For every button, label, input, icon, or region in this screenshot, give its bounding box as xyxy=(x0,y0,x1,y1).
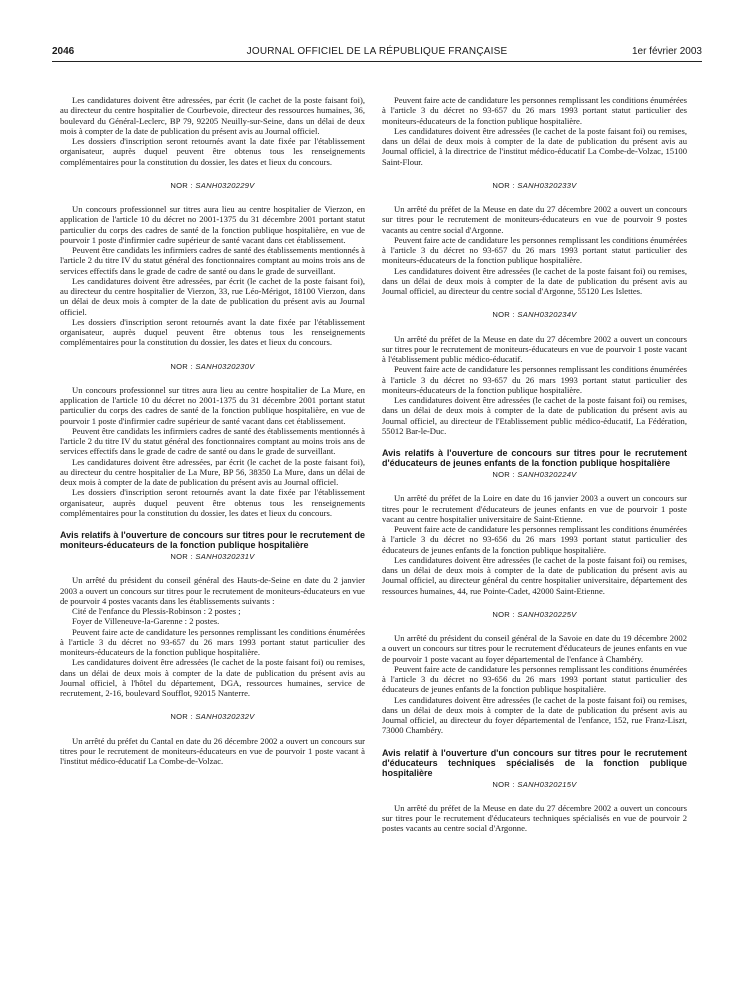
nor-code: SANH0320234V xyxy=(517,310,577,320)
nor-reference xyxy=(60,712,365,722)
nor-code: SANH0320231V xyxy=(195,552,255,561)
paragraph: Peuvent faire acte de candidature les personnes remplissant les conditions énumérées à l'article 3 du décret no 93-657 du 26 mars 1993 portant statut particulier des moniteurs-éducateurs de la fonction publique hospitalière. xyxy=(382,95,687,126)
paragraph: Les dossiers d'inscription seront retournés avant la date fixée par l'établissement organisateur, auprès duquel peuvent être obtenus tous les renseignements complémentaires pour la constitution du dossier, les dates et lieux du concours. xyxy=(60,487,365,518)
paragraph: Un arrêté du préfet de la Meuse en date du 27 décembre 2002 a ouvert un concours sur titres pour le recrutement de moniteurs-éducateurs en vue de pourvoir 1 poste vacant à l'établissement public médico-éducatif. xyxy=(382,333,687,364)
section-heading: Avis relatif à l'ouverture d'un concours sur titres pour le recrutement d'éducateurs techniques spécialisés de la fonction publique hospitalière xyxy=(382,747,687,778)
nor-reference xyxy=(382,181,687,191)
nor-reference xyxy=(60,181,365,191)
nor-reference xyxy=(382,310,687,320)
nor-code: SANH0320233V xyxy=(517,180,577,190)
nor-code: SANH0320225V xyxy=(517,609,577,619)
paragraph: Un concours professionnel sur titres aura lieu au centre hospitalier de Vierzon, en application de l'article 10 du décret no 2001-1375 du 31 décembre 2001 portant statut particulier du corps des cadres de santé de la fonction publique hospitalière, en vue de pourvoir 1 poste d'infirmier cadre supérieur de santé vacant dans cet établissement. xyxy=(60,204,365,245)
paragraph: Les candidatures doivent être adressées, par écrit (le cachet de la poste faisant foi), au directeur du centre hospitalier de Courbevoie, directeur des ressources humaines, 36, boulevard du Général-Leclerc, BP 79, 92205 Neuilly-sur-Seine, dans un délai de deux mois à compter de la date de publication du présent avis au Journal officiel. xyxy=(60,95,365,136)
nor-reference xyxy=(60,552,365,562)
paragraph: Les candidatures doivent être adressées (le cachet de la poste faisant foi) ou remises, dans un délai de deux mois à compter de la date de publication du présent avis au Journal officiel, au directeur général du centre hospitalier universitaire, département des ressources humaines, 44, rue Pointe-Cadet, 42000 Saint-Etienne. xyxy=(382,554,687,596)
nor-reference xyxy=(60,362,365,372)
nor-code: SANH0320215V xyxy=(517,779,577,789)
nor-label: NOR : xyxy=(170,361,193,371)
paragraph: Peuvent faire acte de candidature les personnes remplissant les conditions énumérées à l'article 3 du décret no 93-656 du 26 mars 1993 portant statut particulier des éducateurs de jeunes enfants de la fonction publique hospitalière. xyxy=(382,663,687,695)
section-heading: Avis relatifs à l'ouverture de concours sur titres pour le recrutement d'éducateurs de jeunes enfants de la fonction publique hospitalière xyxy=(382,448,687,468)
paragraph: Un arrêté du président du conseil général de la Savoie en date du 19 décembre 2002 a ouvert un concours sur titres pour le recrutement d'éducateurs de jeunes enfants en vue de pourvoir 1 poste vacant au foyer départemental de l'enfance à Chambéry. xyxy=(382,633,687,664)
nor-label: NOR : xyxy=(492,779,515,789)
right-column xyxy=(382,95,687,975)
paragraph: Les candidatures doivent être adressées (le cachet de la poste faisant foi) ou remises, dans un délai de deux mois à compter de la date de publication du présent avis au Journal officiel, au directeur de l'Etablissement public médico-éducatif, La Fédération, 55012 Bar-le-Duc. xyxy=(382,395,687,436)
paragraph: Un arrêté du préfet de la Meuse en date du 27 décembre 2002 a ouvert un concours sur titres pour le recrutement de moniteurs-éducateurs en vue de pourvoir 9 postes vacants au centre social d'Argonne. xyxy=(382,204,687,235)
paragraph: Un arrêté du président du conseil général des Hauts-de-Seine en date du 2 janvier 2003 a ouvert un concours sur titres pour le recrutement de moniteurs-éducateurs en vue de pourvoir 4 postes vacants dans les établissements suivants : xyxy=(60,575,365,606)
nor-code: SANH0320229V xyxy=(195,180,255,190)
page-number: 2046 xyxy=(52,46,75,57)
nor-code: SANH0320224V xyxy=(517,470,577,479)
nor-label: NOR : xyxy=(170,552,193,561)
paragraph: Peuvent faire acte de candidature les personnes remplissant les conditions énumérées à l'article 3 du décret no 93-657 du 26 mars 1993 portant statut particulier des moniteurs-éducateurs de la fonction publique hospitalière. xyxy=(382,234,687,266)
nor-code: SANH0320230V xyxy=(195,361,255,371)
nor-label: NOR : xyxy=(492,609,515,619)
paragraph: Les dossiers d'inscription seront retournés avant la date fixée par l'établissement organisateur, auprès duquel peuvent être obtenus tous les renseignements complémentaires pour la constitution du dossier, les dates et lieux du concours. xyxy=(60,316,365,348)
journal-title: JOURNAL OFFICIEL DE LA RÉPUBLIQUE FRANÇAISE xyxy=(246,46,508,57)
nor-label: NOR : xyxy=(492,180,515,190)
paragraph: Un arrêté du préfet de la Meuse en date du 27 décembre 2002 a ouvert un concours sur titres pour le recrutement d'éducateurs techniques spécialisés en vue de pourvoir 2 postes vacants au centre social d'Argonne. xyxy=(382,802,687,834)
paragraph: Un concours professionnel sur titres aura lieu au centre hospitalier de La Mure, en application de l'article 10 du décret no 2001-1375 du 31 décembre 2001 portant statut particulier du corps des cadres de santé de la fonction publique hospitalière, en vue de pourvoir 1 poste d'infirmier cadre supérieur de santé vacant dans cet établissement. xyxy=(60,384,365,426)
page-header xyxy=(52,44,702,60)
paragraph: Les candidatures doivent être adressées, par écrit (le cachet de la poste faisant foi), au directeur du centre hospitalier de Vierzon, 33, rue Léo-Mérigot, 18100 Vierzon, dans un délai de deux mois à compter de la date de publication du présent avis au Journal officiel. xyxy=(60,275,365,317)
nor-reference xyxy=(382,780,687,790)
paragraph: Un arrêté du préfet du Cantal en date du 26 décembre 2002 a ouvert un concours sur titres pour le recrutement de moniteurs-éducateurs en vue de pourvoir 1 poste vacant à l'institut médico-éducatif La Combe-de-Volzac. xyxy=(60,735,365,766)
paragraph: Peuvent faire acte de candidature les personnes remplissant les conditions énumérées à l'article 3 du décret no 93-657 du 26 mars 1993 portant statut particulier des moniteurs-éducateurs de la fonction publique hospitalière. xyxy=(60,626,365,657)
paragraph: Un arrêté du préfet de la Loire en date du 16 janvier 2003 a ouvert un concours sur titres pour le recrutement d'éducateurs de jeunes enfants en vue de pourvoir 1 poste vacant au centre hospitalier universitaire de Saint-Etienne. xyxy=(382,493,687,524)
nor-label: NOR : xyxy=(170,712,193,722)
nor-label: NOR : xyxy=(170,180,193,190)
left-column xyxy=(60,95,365,975)
nor-reference xyxy=(382,610,687,620)
paragraph: Les candidatures doivent être adressées (le cachet de la poste faisant foi) ou remises, dans un délai de deux mois à compter de la date de publication du présent avis au Journal officiel, à la directrice de l'institut médico-éducatif La Combe-de-Volzac, 15100 Saint-Flour. xyxy=(382,125,687,167)
nor-reference xyxy=(382,470,687,480)
list-item: Foyer de Villeneuve-la-Garenne : 2 postes. xyxy=(72,616,220,627)
list-item: Cité de l'enfance du Plessis-Robinson : 2 postes ; xyxy=(72,606,241,616)
header-rule xyxy=(52,61,702,62)
nor-label: NOR : xyxy=(492,470,515,479)
paragraph: Peuvent être candidats les infirmiers cadres de santé des établissements mentionnés à l'article 2 du titre IV du statut général des fonctionnaires comptant au moins trois ans de services effectifs dans le grade de cadre de santé ou dans le grade de surveillant. xyxy=(60,425,365,457)
nor-label: NOR : xyxy=(492,310,515,320)
paragraph: Les candidatures doivent être adressées, par écrit (le cachet de la poste faisant foi), au directeur du centre hospitalier de La Mure, BP 56, 38350 La Mure, dans un délai de deux mois à compter de la date de publication du présent avis au Journal officiel. xyxy=(60,456,365,487)
paragraph: Les candidatures doivent être adressées (le cachet de la poste faisant foi) ou remises, dans un délai de deux mois à compter de la date de publication du présent avis au Journal officiel, au directeur du centre social d'Argonne, 55120 Les Islettes. xyxy=(382,265,687,296)
paragraph: Peuvent faire acte de candidature les personnes remplissant les conditions énumérées à l'article 3 du décret no 93-657 du 26 mars 1993 portant statut particulier des moniteurs-éducateurs de la fonction publique hospitalière. xyxy=(382,364,687,395)
paragraph: Peuvent faire acte de candidature les personnes remplissant les conditions énumérées à l'article 3 du décret no 93-656 du 26 mars 1993 portant statut particulier des éducateurs de jeunes enfants de la fonction publique hospitalière. xyxy=(382,524,687,555)
issue-date: 1er février 2003 xyxy=(631,46,702,57)
paragraph: Les candidatures doivent être adressées (le cachet de la poste faisant foi) ou remises, dans un délai de deux mois à compter de la date de publication du présent avis au Journal officiel, au directeur du foyer départemental de l'enfance, 152, rue Franz-Liszt, 73000 Chambéry. xyxy=(382,694,687,736)
section-heading: Avis relatifs à l'ouverture de concours sur titres pour le recrutement de moniteurs-éducateurs de la fonction publique hospitalière xyxy=(60,530,365,550)
paragraph: Les candidatures doivent être adressées (le cachet de la poste faisant foi) ou remises, dans un délai de deux mois à compter de la date de publication du présent avis au Journal officiel, à l'hôtel du département, DGA, ressources humaines, service de recrutement, 2-16, boulevard Soufflot, 92015 Nanterre. xyxy=(60,657,365,698)
paragraph: Peuvent être candidats les infirmiers cadres de santé des établissements mentionnés à l'article 2 du titre IV du statut général des fonctionnaires comptant au moins trois ans de services effectifs dans le grade de cadre de santé ou dans le grade de surveillant. xyxy=(60,245,365,276)
paragraph: Les dossiers d'inscription seront retournés avant la date fixée par l'établissement organisateur, auprès duquel peuvent être obtenus tous les renseignements complémentaires pour la constitution du dossier, les dates et lieux du concours. xyxy=(60,136,365,167)
nor-code: SANH0320232V xyxy=(195,712,255,722)
